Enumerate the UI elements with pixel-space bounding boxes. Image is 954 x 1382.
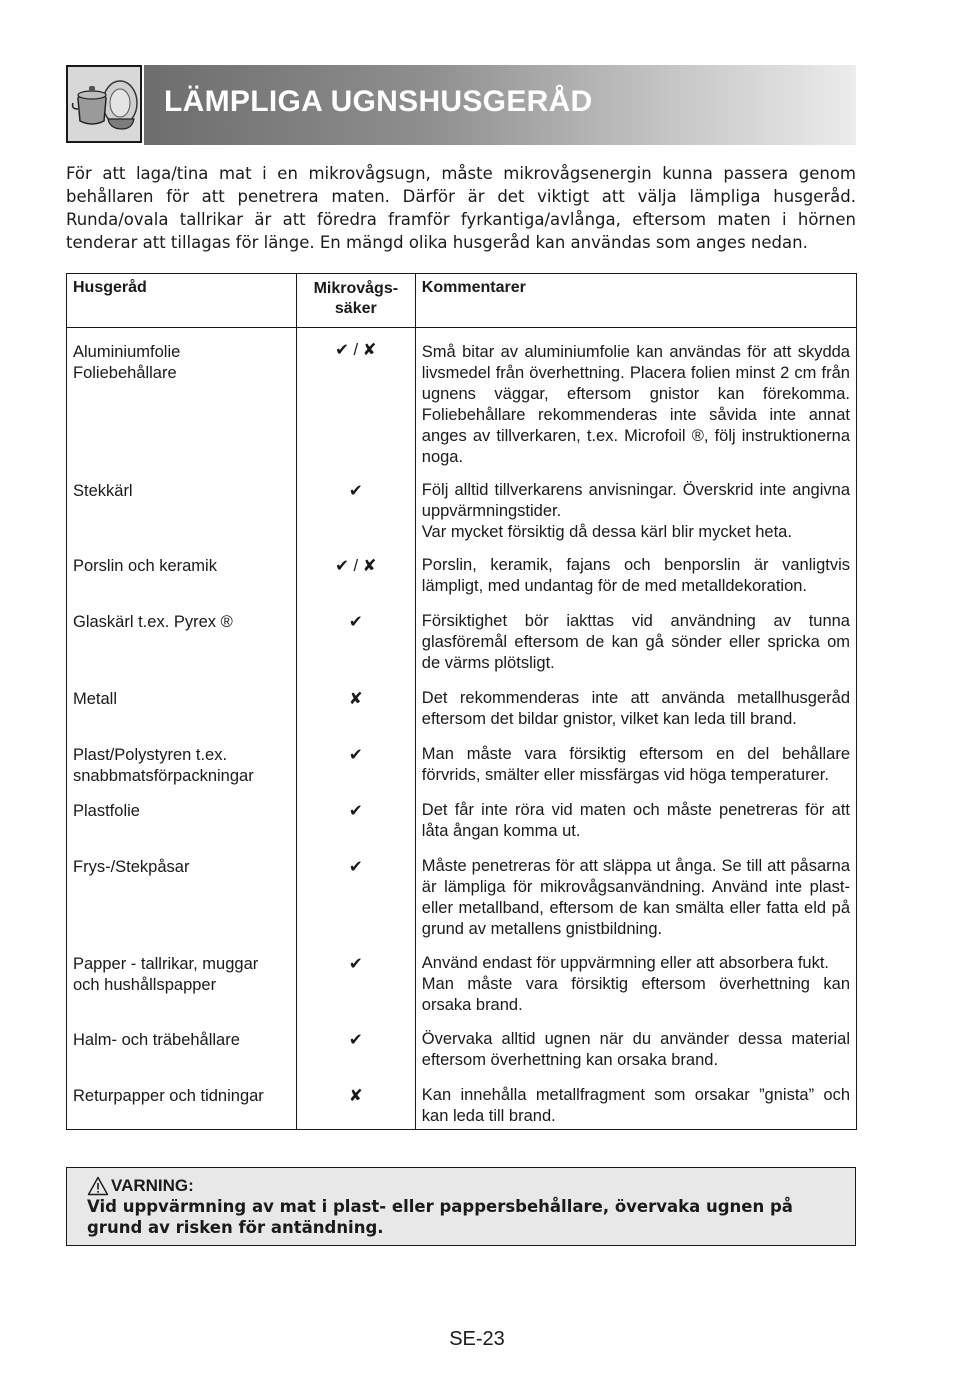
table-row xyxy=(67,611,857,688)
comment-cell: Det får inte röra vid maten och måste penetreras för att låta ångan komma ut. xyxy=(415,800,856,856)
page-title: LÄMPLIGA UGNSHUSGERÅD xyxy=(164,85,593,118)
comment-cell: Man måste vara försiktig eftersom en del behållare förvrids, smälter eller missfärgas vid höga temperaturer. xyxy=(415,744,856,800)
item-cell: Halm- och träbehållare xyxy=(67,1029,297,1085)
table-row xyxy=(67,688,857,744)
microwave-safe-mark: ✔ xyxy=(296,1029,415,1085)
item-cell: Glaskärl t.ex. Pyrex ® xyxy=(67,611,297,688)
cookware-icon xyxy=(66,65,142,143)
comment-cell: Det rekommenderas inte att använda metallhusgeråd eftersom det bildar gnistor, vilket kan leda till brand. xyxy=(415,688,856,744)
comment-cell: Använd endast för uppvärmning eller att absorbera fukt. Man måste vara försiktig eftersom överhettning kan orsaka brand. xyxy=(415,953,856,1029)
microwave-safe-mark: ✔ xyxy=(296,800,415,856)
item-cell: Frys-/Stekpåsar xyxy=(67,856,297,953)
warning-box xyxy=(66,1167,856,1246)
table-row xyxy=(67,856,857,953)
warning-heading xyxy=(87,1176,835,1196)
comment-cell: Försiktighet bör iakttas vid användning av tunna glasföremål eftersom de kan gå sönder eller spricka om de värms plötsligt. xyxy=(415,611,856,688)
microwave-safe-mark: ✔ xyxy=(296,953,415,1029)
warning-triangle-icon xyxy=(87,1176,109,1196)
comment-cell: Övervaka alltid ugnen när du använder dessa material eftersom överhettning kan orsaka brand. xyxy=(415,1029,856,1085)
table-row xyxy=(67,953,857,1029)
item-cell: Metall xyxy=(67,688,297,744)
cookware-table xyxy=(66,273,857,1130)
table-header-row xyxy=(67,274,857,328)
comment-cell: Följ alltid tillverkarens anvisningar. Överskrid inte angivna uppvärmningstider. Var mycket försiktig då dessa kärl blir mycket heta. xyxy=(415,480,856,555)
warning-text: Vid uppvärmning av mat i plast- eller pappersbehållare, övervaka ugnen på grund av risken för antändning. xyxy=(87,1197,793,1237)
item-cell: Plast/Polystyren t.ex. snabbmatsförpackningar xyxy=(67,744,297,800)
header-bar xyxy=(144,65,856,145)
item-cell: Plastfolie xyxy=(67,800,297,856)
table-row xyxy=(67,328,857,481)
warning-title: VARNING: xyxy=(111,1176,194,1195)
table-row xyxy=(67,1085,857,1130)
item-cell: Papper - tallrikar, muggar och hushållspapper xyxy=(67,953,297,1029)
microwave-safe-mark: ✘ xyxy=(296,688,415,744)
microwave-safe-mark: ✔ xyxy=(296,611,415,688)
intro-paragraph: För att laga/tina mat i en mikrovågsugn, måste mikrovågsenergin kunna passera genom behållaren för att penetrera maten. Därför är det viktigt att välja lämpliga husgeråd. Runda/ovala tallrikar är att föredra framför fyrkantiga/avlånga, eftersom maten i hörnen tenderar att tillagas för länge. En mängd olika husgeråd kan användas som anges nedan. xyxy=(66,164,856,252)
column-header-comments: Kommentarer xyxy=(415,274,856,328)
column-header-microwave-safe: Mikrovågs- säker xyxy=(296,274,415,328)
table-row xyxy=(67,555,857,611)
microwave-safe-mark: ✔ / ✘ xyxy=(296,328,415,481)
comment-cell: Små bitar av aluminiumfolie kan användas för att skydda livsmedel från överhettning. Placera folien minst 2 cm från ugnens väggar, eftersom gnistor kan förekomma. Foliebehållare rekommenderas inte såvida inte annat anges av tillverkaren, t.ex. Microfoil ®, följ instruktionerna noga. xyxy=(415,328,856,481)
comment-cell: Måste penetreras för att släppa ut ånga. Se till att påsarna är lämpliga för mikrovågsanvändning. Använd inte plast- eller metallband, eftersom de kan smälta eller fatta eld på grund av metallens gnistbildning. xyxy=(415,856,856,953)
table-row xyxy=(67,480,857,555)
microwave-safe-mark: ✔ xyxy=(296,744,415,800)
comment-cell: Porslin, keramik, fajans och benporslin är vanligtvis lämpligt, med undantag för de med metalldekoration. xyxy=(415,555,856,611)
microwave-safe-mark: ✔ / ✘ xyxy=(296,555,415,611)
item-cell: Returpapper och tidningar xyxy=(67,1085,297,1130)
microwave-safe-mark: ✔ xyxy=(296,480,415,555)
microwave-safe-mark: ✔ xyxy=(296,856,415,953)
page-header xyxy=(66,65,856,145)
table-row xyxy=(67,744,857,800)
table-row xyxy=(67,800,857,856)
item-cell: Aluminiumfolie Foliebehållare xyxy=(67,328,297,481)
item-cell: Porslin och keramik xyxy=(67,555,297,611)
comment-cell: Kan innehålla metallfragment som orsakar ”gnista” och kan leda till brand. xyxy=(415,1085,856,1130)
column-header-item: Husgeråd xyxy=(67,274,297,328)
page-number: SE-23 xyxy=(449,1328,505,1350)
table-row xyxy=(67,1029,857,1085)
microwave-safe-mark: ✘ xyxy=(296,1085,415,1130)
item-cell: Stekkärl xyxy=(67,480,297,555)
